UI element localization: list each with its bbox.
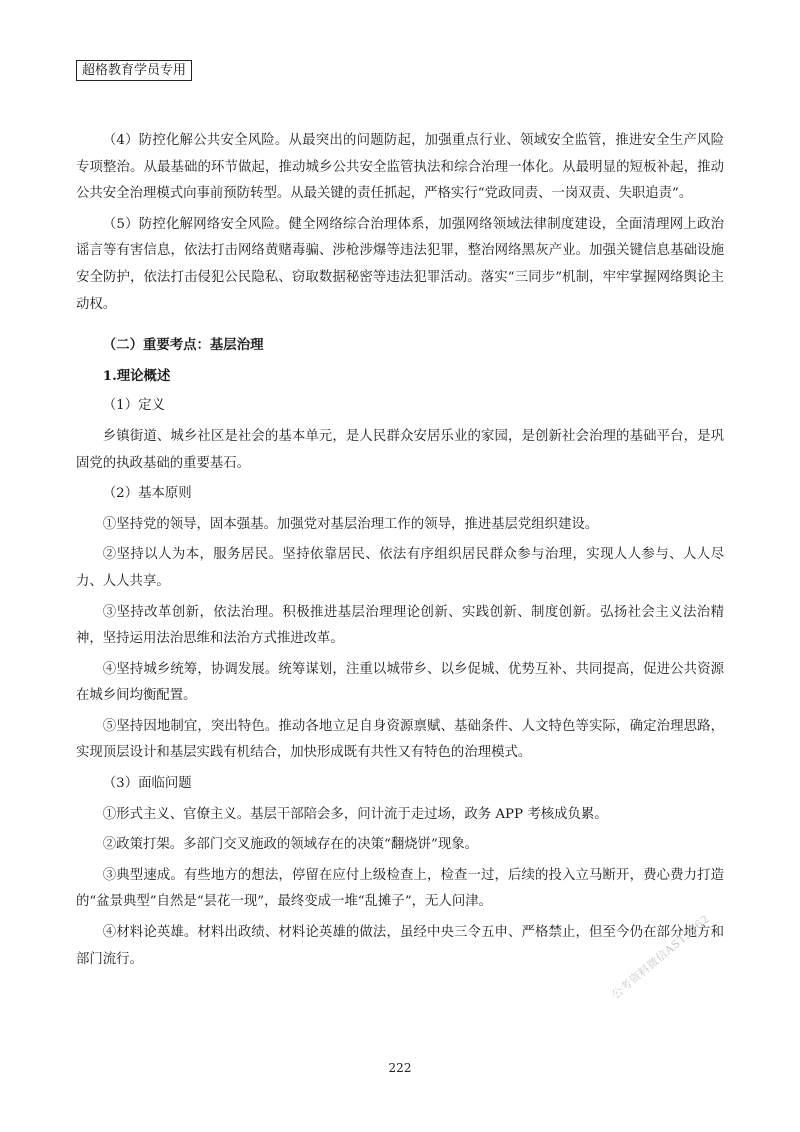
paragraph-public-safety: （4）防控化解公共安全风险。从最突出的问题防起，加强重点行业、领域安全监管，推进安全生产风险专项整治。从最基础的环节做起，推动城乡公共安全监管执法和综合治理一体化。从最明显的短板补起，推动公共安全治理模式向事前预防转型。从最关键的责任抓起，严格实行“党政同责、一岗双责、失职追责”。 (76, 133, 724, 202)
principle-item: ①坚持党的领导，固本强基。加强党对基层治理工作的领导，推进基层党组织建设。 (102, 516, 599, 532)
paragraph-network-safety: （5）防控化解网络安全风险。健全网络综合治理体系，加强网络领域法律制度建设，全面清理网上政治谣言等有害信息，依法打击网络黄赌毒骗、涉枪涉爆等违法犯罪，整治网络黑灰产业。加强关键信息基础设施安全防护，依法打击侵犯公民隐私、窃取数据秘密等违法犯罪活动。落实“三同步”机制，牢牢掌握网络舆论主动权。 (76, 216, 724, 312)
header-label: 超格教育学员专用 (76, 60, 192, 81)
page-number: 222 (388, 1061, 412, 1075)
subheading-theory: 1.理论概述 (102, 367, 171, 384)
problem-item: ②政策打架。多部门交叉施政的领域存在的决策“翻烧饼”现象。 (102, 837, 479, 853)
principle-item: ④坚持城乡统筹，协调发展。统筹谋划，注重以城带乡、以乡促城、优势互补、共同提高，促进公共资源在城乡间均衡配置。 (76, 661, 724, 704)
definition-text: 乡镇街道、城乡社区是社会的基本单元，是人民群众安居乐业的家园，是创新社会治理的基础平台，是巩固党的执政基础的重要基石。 (76, 428, 724, 471)
principle-item: ⑤坚持因地制宜，突出特色。推动各地立足自身资源禀赋、基础条件、人文特色等实际，确定治理思路，实现顶层设计和基层实践有机结合，加快形成既有共性又有特色的治理模式。 (76, 718, 724, 761)
problem-item: ③典型速成。有些地方的想法，停留在应付上级检查上，检查一过，后续的投入立马断开，费心费力打造的“盆景典型”自然是“昙花一现”，最终变成一堆“乱摊子”，无人问津。 (76, 867, 724, 910)
definition-label: （1）定义 (102, 398, 165, 414)
section-heading: （二）重要考点：基层治理 (102, 337, 264, 354)
main-content (76, 128, 724, 977)
problem-item: ④材料论英雄。材料出政绩、材料论英雄的做法，虽经中央三令五申、严格禁止，但至今仍在部分地方和部门流行。 (76, 925, 724, 967)
principle-item: ②坚持以人为本，服务居民。坚持依靠居民、依法有序组织居民群众参与治理，实现人人参与、人人尽力、人人共享。 (76, 547, 724, 589)
principles-label: （2）基本原则 (102, 486, 192, 502)
problem-item: ①形式主义、官僚主义。基层干部陪会多，问计流于走过场，政务 APP 考核成负累。 (102, 806, 608, 822)
watermark: 公考资料微信AST3962 (609, 912, 713, 1002)
problems-label: （3）面临问题 (102, 776, 192, 792)
principle-item: ③坚持改革创新，依法治理。积极推进基层治理理论创新、实践创新、制度创新。弘扬社会主义法治精神，坚持运用法治思维和法治方式推进改革。 (76, 604, 724, 647)
